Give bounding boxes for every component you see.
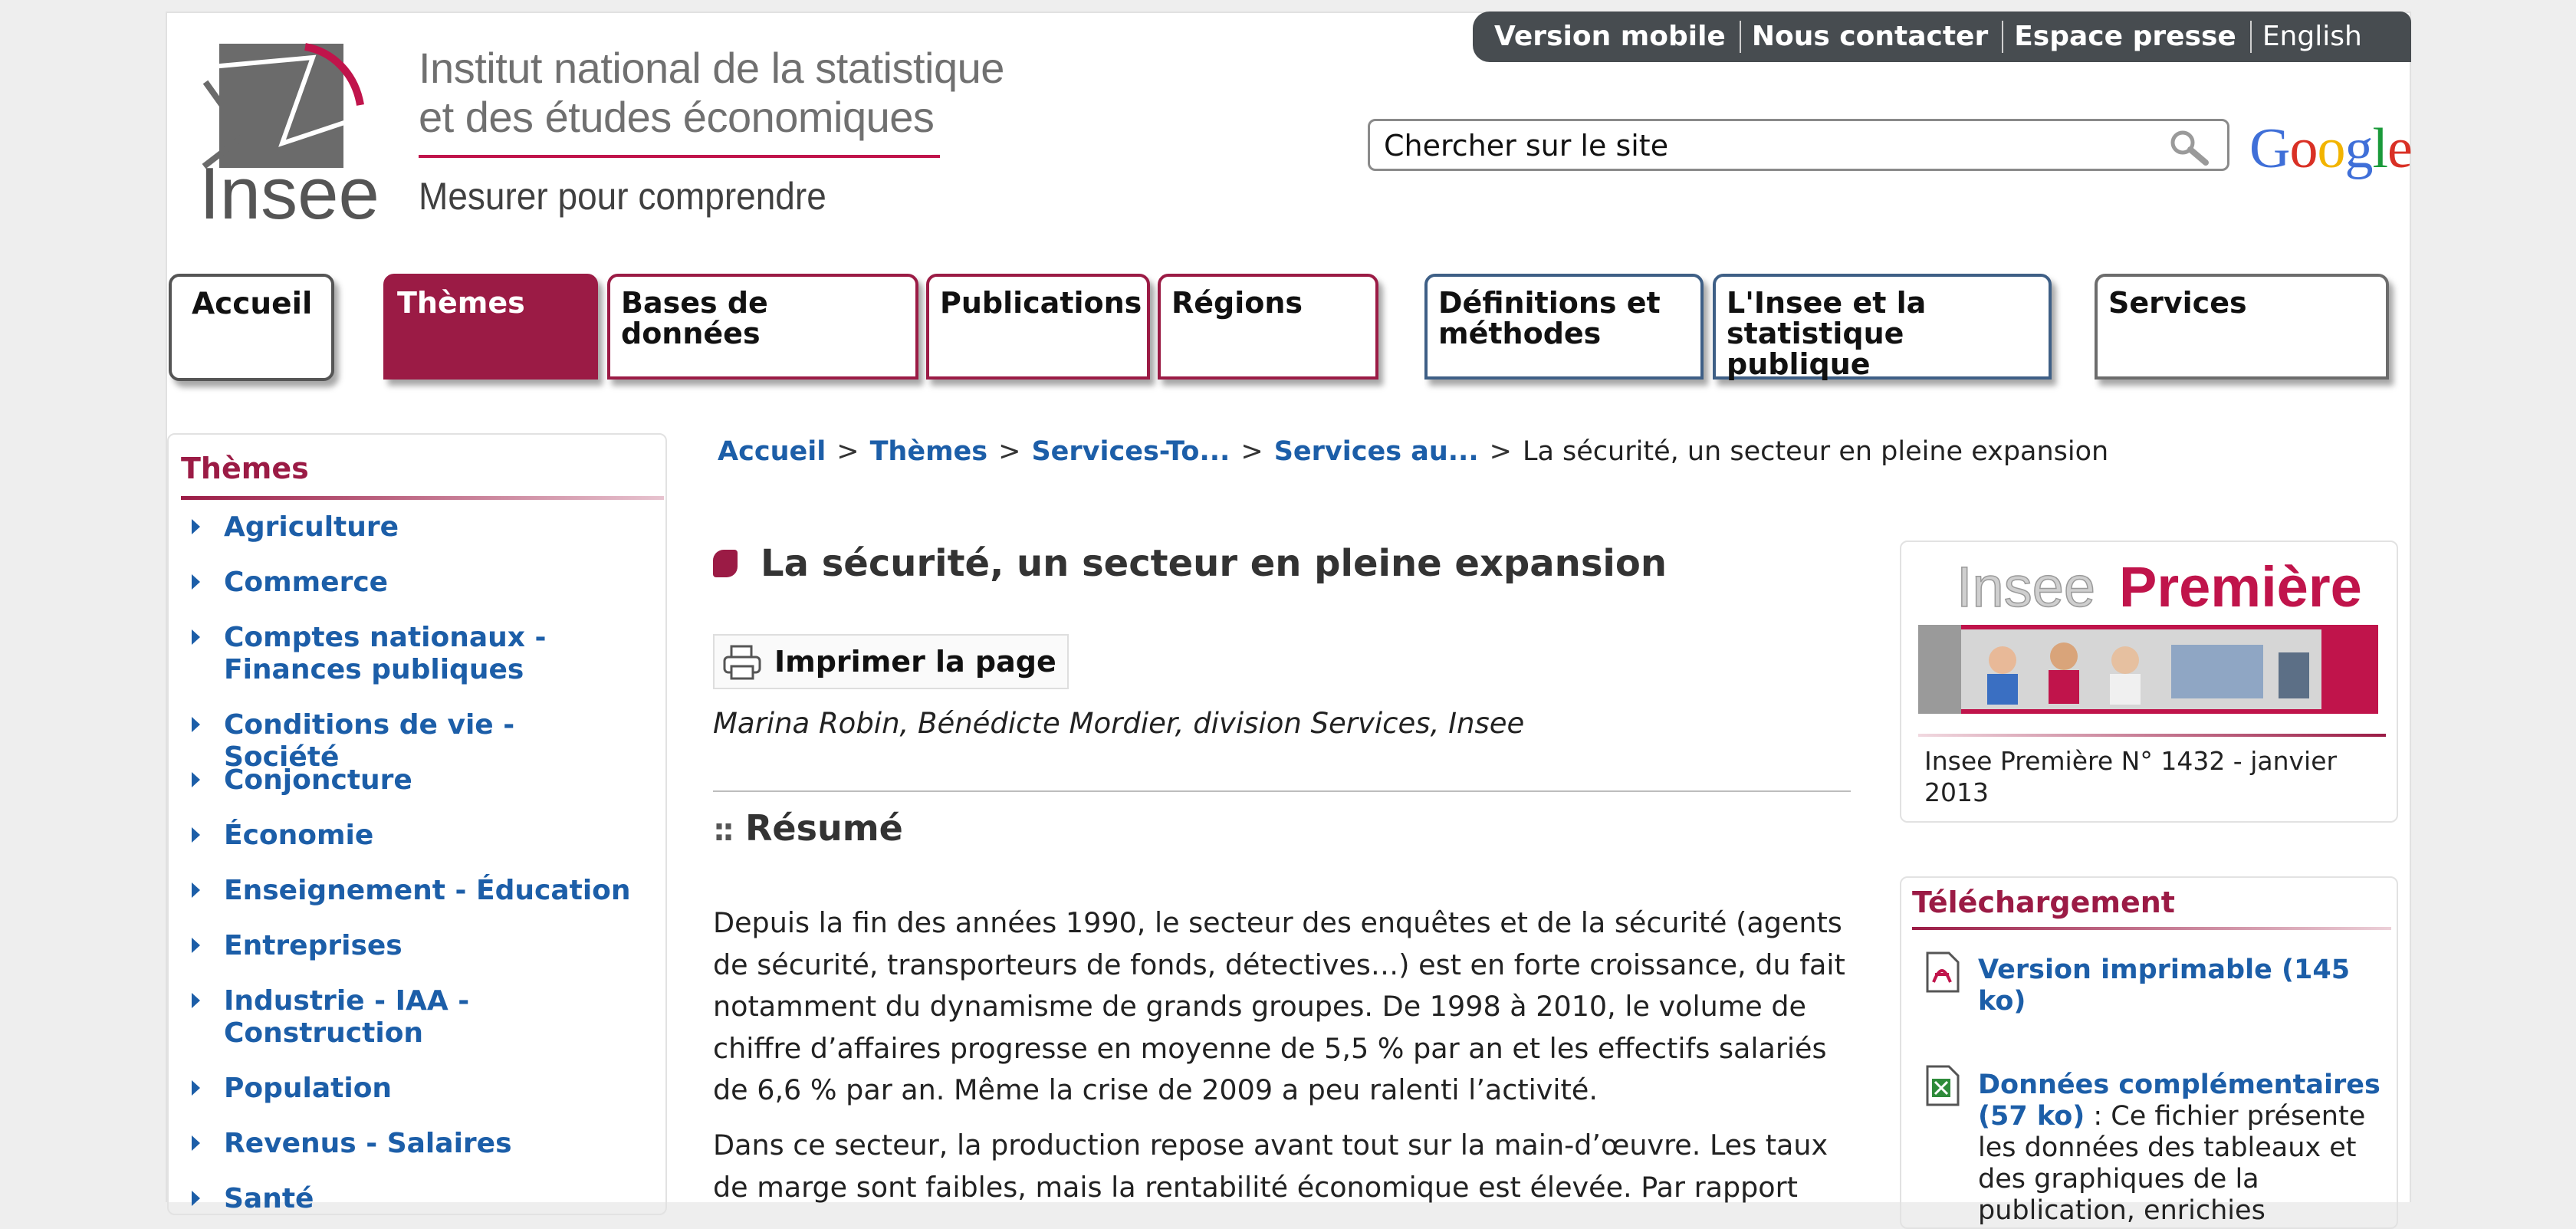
breadcrumb <box>718 436 2108 467</box>
authors: Marina Robin, Bénédicte Mordier, division Services, Insee <box>713 707 1525 740</box>
google-logo: Google <box>2249 117 2412 180</box>
chevron-right-icon <box>192 519 200 534</box>
themes-sidebar <box>167 433 667 1215</box>
download-item-data <box>1978 1070 2384 1227</box>
nav-tab-accueil[interactable]: Accueil <box>169 274 334 381</box>
svg-text:Insee: Insee <box>1957 555 2096 619</box>
chevron-right-icon <box>192 1135 200 1151</box>
sidebar-link-economie[interactable]: Économie <box>224 820 374 851</box>
nav-tab-themes[interactable]: Thèmes <box>383 274 598 380</box>
chevron-right-icon <box>192 772 200 787</box>
chevron-right-icon <box>192 827 200 843</box>
publication-caption: Insee Première N° 1432 - janvier 2013 <box>1924 746 2338 807</box>
summary-heading <box>713 807 903 849</box>
search-box <box>1368 119 2229 171</box>
chevron-right-icon <box>192 717 200 732</box>
print-button-label: Imprimer la page <box>774 645 1056 679</box>
download-title: Téléchargement <box>1912 886 2175 919</box>
breadcrumb-separator: > <box>1240 436 1263 467</box>
nav-tab-services[interactable]: Services <box>2095 274 2389 380</box>
breadcrumb-accueil[interactable]: Accueil <box>718 436 826 467</box>
sidebar-item <box>169 622 638 686</box>
sidebar-link-industrie[interactable]: Industrie - IAA - Construction <box>224 985 470 1049</box>
summary-marker-icon: :: <box>713 813 731 848</box>
sidebar-item <box>169 985 638 1050</box>
download-link-version-imprimable[interactable]: Version imprimable (145 ko) <box>1978 955 2351 1017</box>
chevron-right-icon <box>192 938 200 953</box>
download-item-data-description: : Ce fichier présente les données des tableaux et des graphiques de la publication, enrichies <box>1978 1101 2366 1226</box>
sidebar-item <box>169 875 638 907</box>
sidebar-link-comptes-nationaux[interactable]: Comptes nationaux - Finances publiques <box>224 622 547 685</box>
chevron-right-icon <box>192 1191 200 1206</box>
summary-paragraph-2: Dans ce secteur, la production repose avant tout sur la main-d’œuvre. Les taux de marge sont faibles, mais la rentabilité économique est élevée. Par rapport <box>713 1129 1829 1204</box>
link-nous-contacter[interactable]: Nous contacter <box>1741 21 2003 53</box>
institute-name-line1: Institut national de la statistique <box>419 44 1004 92</box>
summary-heading-text: Résumé <box>745 807 903 849</box>
pdf-file-icon <box>1924 951 1960 993</box>
top-links-bar <box>1473 12 2411 62</box>
link-english[interactable]: English <box>2262 21 2362 52</box>
breadcrumb-separator: > <box>836 436 859 467</box>
sidebar-item <box>169 1128 638 1160</box>
sidebar-link-agriculture[interactable]: Agriculture <box>224 511 399 543</box>
link-version-mobile[interactable]: Version mobile <box>1494 21 1741 53</box>
nav-tab-bases-de-donnees[interactable]: Bases de données <box>607 274 918 380</box>
publication-box <box>1900 541 2398 823</box>
page-title-text: La sécurité, un secteur en pleine expansion <box>761 542 1667 585</box>
sidebar-item <box>169 567 638 599</box>
nav-tab-insee-statistique[interactable]: L'Insee et la statistique publique <box>1713 274 2052 380</box>
breadcrumb-current: La sécurité, un secteur en pleine expansion <box>1522 436 2109 467</box>
page-container <box>166 12 2412 1226</box>
download-item-pdf <box>1978 955 2384 1017</box>
svg-text:Première: Première <box>2119 555 2362 619</box>
sidebar-title-underline <box>181 496 664 500</box>
sidebar-item <box>169 1183 638 1215</box>
sidebar-link-conditions-de-vie[interactable]: Conditions de vie - Société <box>224 709 515 773</box>
publication-cover[interactable] <box>1918 553 2378 744</box>
title-bullet-icon <box>713 550 738 577</box>
nav-tab-regions[interactable]: Régions <box>1158 274 1378 380</box>
summary-paragraph-1: Depuis la fin des années 1990, le secteur des enquêtes et de la sécurité (agents de sécurité, transporteurs de fonds, détectives…) est en forte croissance, du fait notamment du dynamisme de grands groupes. De 1998 à 2010, le volume de chiffre d’affaires progresse en moyenne de 5,5 % par an et les effectifs salariés de 6,6 % par an. Même la crise de 2009 a peu ralenti l’activité. <box>713 906 1845 1106</box>
sidebar-link-enseignement[interactable]: Enseignement - Éducation <box>224 875 631 906</box>
spreadsheet-file-icon <box>1924 1065 1960 1106</box>
sidebar-item <box>169 511 638 544</box>
sidebar-item <box>169 1073 638 1105</box>
tagline: Mesurer pour comprendre <box>419 175 826 218</box>
breadcrumb-services-au[interactable]: Services au... <box>1273 436 1479 467</box>
svg-text:Insee: Insee <box>199 153 380 228</box>
download-title-underline <box>1912 927 2391 930</box>
chevron-right-icon <box>192 993 200 1008</box>
page-title <box>713 542 1667 585</box>
sidebar-item <box>169 930 638 962</box>
search-input[interactable] <box>1382 126 2137 166</box>
link-espace-presse[interactable]: Espace presse <box>2003 21 2252 53</box>
insee-logo[interactable] <box>198 36 382 228</box>
breadcrumb-themes[interactable]: Thèmes <box>869 436 988 467</box>
sidebar-link-entreprises[interactable]: Entreprises <box>224 930 402 961</box>
section-divider <box>713 790 1851 792</box>
sidebar-item <box>169 820 638 852</box>
institute-name <box>419 44 1004 142</box>
chevron-right-icon <box>192 882 200 898</box>
publication-cover-underline <box>1918 734 2386 737</box>
breadcrumb-services-to[interactable]: Services-To... <box>1031 436 1230 467</box>
printer-icon <box>722 645 762 680</box>
print-button[interactable] <box>713 634 1069 689</box>
chevron-right-icon <box>192 574 200 590</box>
sidebar-link-population[interactable]: Population <box>224 1073 393 1104</box>
sidebar-link-revenus-salaires[interactable]: Revenus - Salaires <box>224 1128 512 1159</box>
sidebar-link-conjoncture[interactable]: Conjoncture <box>224 764 412 796</box>
nav-tab-publications[interactable]: Publications <box>926 274 1150 380</box>
breadcrumb-separator: > <box>998 436 1021 467</box>
search-icon[interactable] <box>2166 129 2212 166</box>
sidebar-item <box>169 764 638 797</box>
nav-tab-definitions[interactable]: Définitions et méthodes <box>1424 274 1704 380</box>
download-box <box>1900 876 2398 1229</box>
sidebar-link-sante[interactable]: Santé <box>224 1183 314 1214</box>
chevron-right-icon <box>192 629 200 645</box>
sidebar-link-commerce[interactable]: Commerce <box>224 567 389 598</box>
institute-underline <box>419 155 940 158</box>
institute-name-line2: et des études économiques <box>419 93 935 141</box>
chevron-right-icon <box>192 1080 200 1096</box>
breadcrumb-separator: > <box>1489 436 1512 467</box>
download-link-donnees-complementaires[interactable]: Données complémentaires (57 ko) <box>1978 1070 2380 1132</box>
sidebar-title: Thèmes <box>181 452 309 485</box>
